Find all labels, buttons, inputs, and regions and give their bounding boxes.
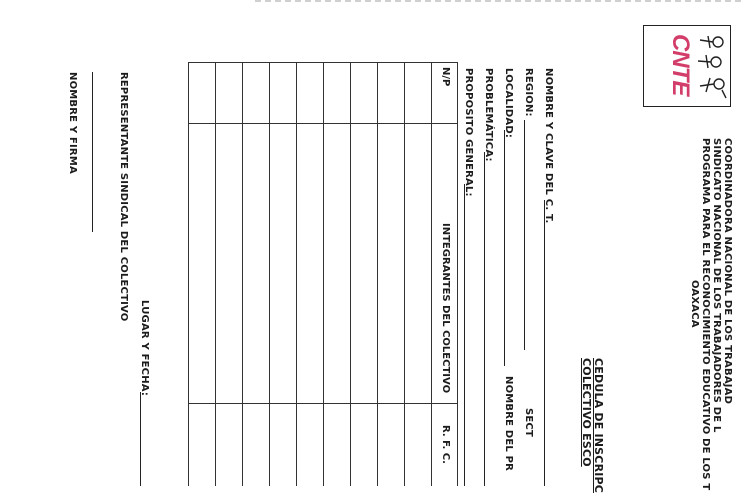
- header-line-4: OAXACA: [689, 280, 700, 328]
- table-row[interactable]: [296, 63, 297, 486]
- table-row[interactable]: [404, 63, 405, 486]
- table-row[interactable]: [323, 63, 324, 486]
- form-title-line-2: COLECTIVO ESCO: [580, 358, 593, 467]
- table-row[interactable]: [350, 63, 351, 486]
- lugar-fecha-field[interactable]: [140, 392, 141, 486]
- column-header-np: N/P: [440, 67, 451, 87]
- sector-label: SECT: [523, 408, 534, 437]
- localidad-field[interactable]: [504, 130, 505, 366]
- nombre-clave-label: NOMBRE Y CLAVE DEL C. T.: [543, 68, 554, 224]
- problematica-label: PROBLEMÁTICA:: [483, 68, 494, 162]
- column-header-rfc: R. F. C.: [440, 425, 451, 464]
- column-header-integrantes: INTEGRANTES DEL COLECTIVO: [440, 223, 451, 394]
- problematica-field[interactable]: [484, 152, 485, 486]
- header-line-2: SINDICATO NACIONAL DE LOS TRABAJADORES DE L: [711, 138, 722, 433]
- lugar-fecha-label: LUGAR Y FECHA:: [139, 300, 150, 397]
- table-row[interactable]: [242, 63, 243, 486]
- table-row[interactable]: [269, 63, 270, 486]
- logo-figures-icon: [692, 28, 728, 106]
- table-row[interactable]: [377, 63, 378, 486]
- representante-label: REPRESENTANTE SINDICAL DEL COLECTIVO: [118, 72, 129, 322]
- header-line-1: COORDINADORA NACIONAL DE LOS TRABAJAD: [722, 138, 733, 405]
- proposito-label: PROPOSITO GENERAL:: [463, 68, 474, 197]
- table-row[interactable]: [215, 63, 216, 486]
- proposito-field[interactable]: [464, 184, 465, 486]
- header-line-3: PROGRAMA PARA EL RECONOCIMIENTO EDUCATIVO DE LOS T: [700, 138, 711, 491]
- scan-edge-marks: [255, 0, 741, 16]
- localidad-label: LOCALIDAD:: [503, 68, 514, 139]
- logo-wordmark: CNTE: [667, 34, 694, 96]
- nombre-pr-label: NOMBRE DEL PR: [503, 376, 514, 472]
- region-field[interactable]: [524, 120, 525, 350]
- form-title-line-1: CEDULA DE INSCRIPC: [592, 358, 605, 493]
- cnte-logo: [643, 25, 731, 107]
- region-label: REGION:: [523, 68, 534, 117]
- table-header-divider: [431, 63, 432, 486]
- nombre-firma-label: NOMBRE Y FIRMA: [67, 72, 78, 174]
- nombre-clave-field[interactable]: [544, 200, 545, 486]
- signature-line[interactable]: [92, 72, 93, 232]
- integrantes-table: [188, 62, 458, 486]
